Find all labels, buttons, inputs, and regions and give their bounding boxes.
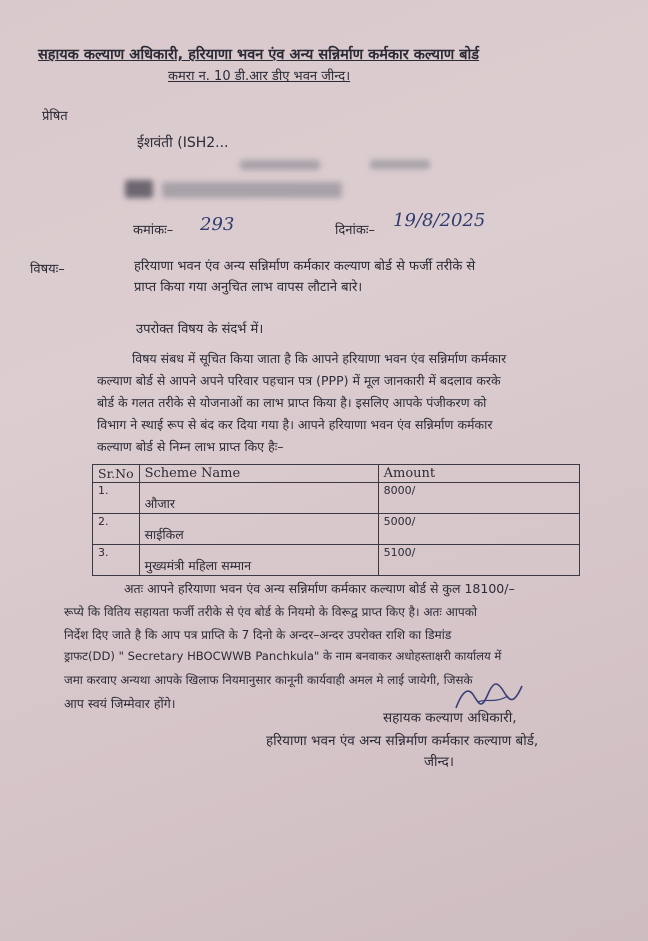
para2-line: निर्देश दिए जाते है कि आप पत्र प्राप्ति के 7 दिनो के अन्दर–अन्दर उपरोक्त राशि का डिमांड xyxy=(64,628,452,642)
date-label: दिनांकः– xyxy=(335,223,375,238)
cell-amount: 5000/ xyxy=(378,514,579,545)
para1-line: विभाग ने स्थाई रूप से बंद कर दिया गया है। आपने हरियाणा भवन एंव सन्निर्माण कर्मकार xyxy=(97,417,493,432)
redacted-address-2 xyxy=(370,160,430,169)
col-header-scheme: Scheme Name xyxy=(139,465,378,483)
benefits-table xyxy=(92,464,580,576)
cell-srno: 2. xyxy=(93,514,140,545)
office-header: सहायक कल्याण अधिकारी, हरियाणा भवन एंव अन्य सन्निर्माण कर्मकार कल्याण बोर्ड xyxy=(38,47,480,63)
para2-line: ड्राफट(DD) " Secretary HBOCWWB Panchkula" के नाम बनवाकर अधोहस्ताक्षरी कार्यालय में xyxy=(64,649,502,663)
subject-line-2: प्राप्त किया गया अनुचित लाभ वापस लौटाने बारे। xyxy=(134,280,363,295)
date-value: 19/8/2025 xyxy=(393,210,486,231)
table-row xyxy=(93,514,580,545)
para2-line: रूप्ये कि वितिय सहायता फर्जी तरीके से एंव बोर्ड के नियमो के विरूद्व प्राप्त किए है। अतः आपको xyxy=(64,605,478,619)
para1-line: कल्याण बोर्ड से निम्न लाभ प्राप्त किए हैः– xyxy=(97,439,284,454)
para1-line: कल्याण बोर्ड से आपने अपने परिवार पहचान पत्र (PPP) में मूल जानकारी में बदलाव करके xyxy=(97,373,501,388)
para2-line: आप स्वयं जिम्मेवार होंगे। xyxy=(64,696,176,711)
ref-no-value: 293 xyxy=(200,214,235,235)
signatory-office: हरियाणा भवन एंव अन्य सन्निर्माण कर्मकार कल्याण बोर्ड, xyxy=(266,733,539,749)
cell-amount: 5100/ xyxy=(378,545,579,576)
ref-no-label: कमांकः– xyxy=(133,223,174,238)
cell-amount: 8000/ xyxy=(378,483,579,514)
table-header-row xyxy=(93,465,580,483)
cell-scheme: मुख्यमंत्री महिला सम्मान xyxy=(139,545,378,576)
table-row xyxy=(93,483,580,514)
redacted-address-1 xyxy=(240,160,320,170)
subject-label: विषयः– xyxy=(30,262,65,277)
office-address: कमरा न. 10 डी.आर डीए भवन जीन्द। xyxy=(168,69,351,84)
redacted-address-4 xyxy=(162,182,342,198)
addressee-name: ईशवंती (ISH2... xyxy=(137,135,229,151)
subject-line-1: हरियाणा भवन एंव अन्य सन्निर्माण कर्मकार कल्याण बोर्ड से फर्जी तरीके से xyxy=(134,259,476,274)
to-label: प्रेषित xyxy=(42,109,68,124)
redacted-address-3 xyxy=(125,180,153,198)
signatory-place: जीन्द। xyxy=(424,754,454,770)
col-header-amount: Amount xyxy=(378,465,579,483)
signatory-title: सहायक कल्याण अधिकारी, xyxy=(383,710,517,726)
cell-srno: 3. xyxy=(93,545,140,576)
para1-line: बोर्ड के गलत तरीके से योजनाओं का लाभ प्राप्त किया है। इसलिए आपके पंजीकरण को xyxy=(97,395,487,410)
table-row xyxy=(93,545,580,576)
cell-srno: 1. xyxy=(93,483,140,514)
cell-scheme: औजार xyxy=(139,483,378,514)
col-header-srno: Sr.No xyxy=(93,465,140,483)
reference-line: उपरोक्त विषय के संदर्भ में। xyxy=(136,322,264,337)
para2-line: अतः आपने हरियाणा भवन एंव अन्य सन्निर्माण कर्मकार कल्याण बोर्ड से कुल 18100/– xyxy=(124,581,515,596)
cell-scheme: साईकिल xyxy=(139,514,378,545)
para1-line: विषय संबध में सूचित किया जाता है कि आपने हरियाणा भवन एंव सन्निर्माण कर्मकार xyxy=(132,351,507,366)
para2-line: जमा करवाए अन्यथा आपके खिलाफ नियमानुसार कानूनी कार्यवाही अमल मे लाई जायेगी, जिसके xyxy=(64,673,473,687)
